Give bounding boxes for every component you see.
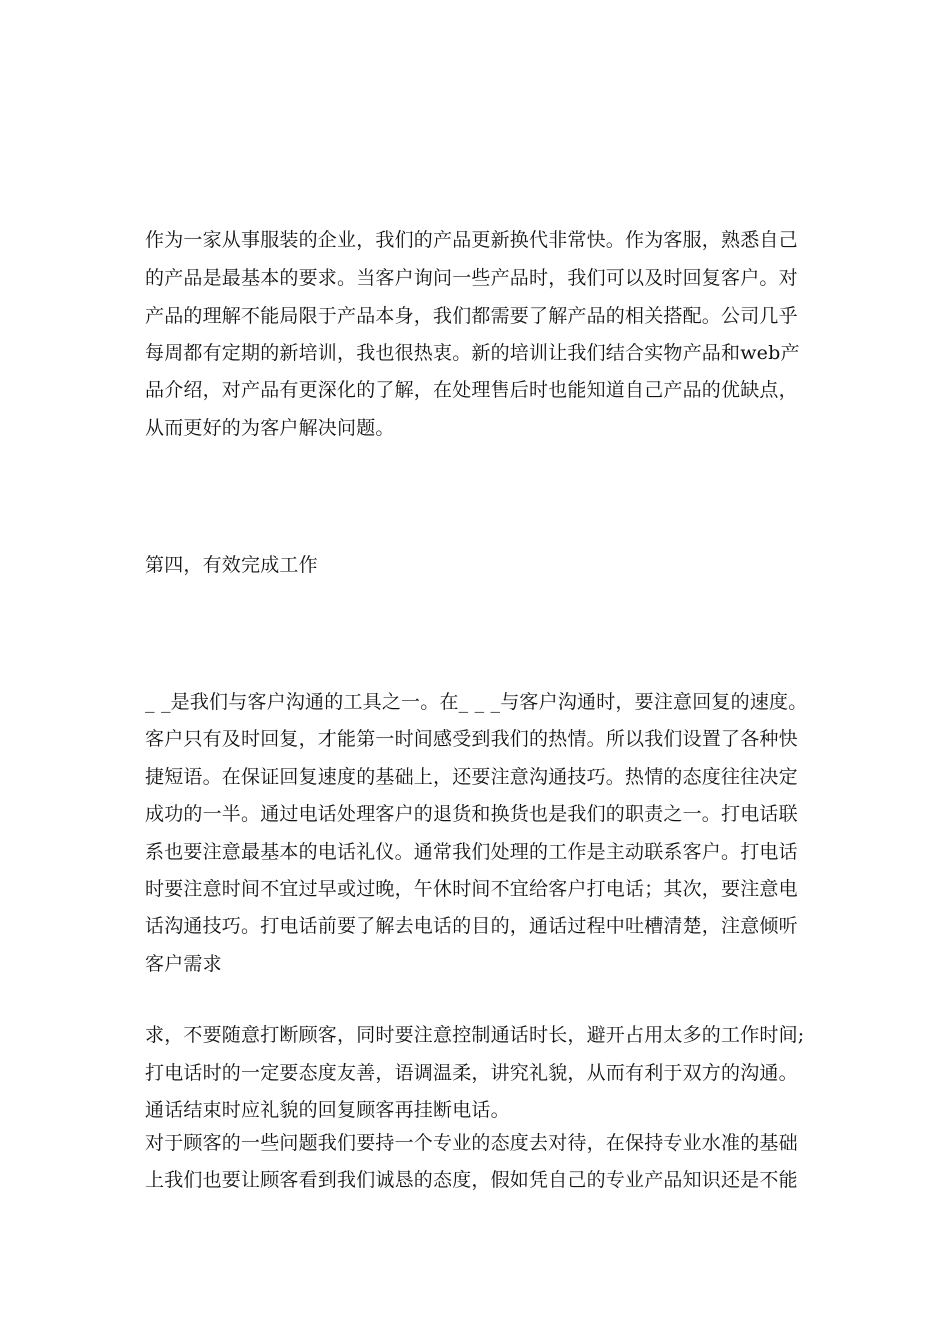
paragraph-2-line-5: 系也要注意最基本的电话礼仪。通常我们处理的工作是主动联系客户。打电话 xyxy=(145,841,798,863)
paragraph-2-line-6: 时要注意时间不宜过早或过晚，午休时间不宜给客户打电话；其次，要注意电 xyxy=(145,878,798,900)
paragraph-2-line-3: 捷短语。在保证回复速度的基础上，还要注意沟通技巧。热情的态度往往决定 xyxy=(145,766,798,788)
paragraph-2-line-4: 成功的一半。通过电话处理客户的退货和换货也是我们的职责之一。打电话联 xyxy=(145,803,798,825)
paragraph-3-line-3: 通话结束时应礼貌的回复顾客再挂断电话。 xyxy=(145,1099,510,1121)
paragraph-2-line-8: 客户需求 xyxy=(145,953,222,975)
paragraph-1-line-5: 品介绍，对产品有更深化的了解，在处理售后时也能知道自己产品的优缺点， xyxy=(145,379,798,401)
paragraph-1-line-1: 作为一家从事服装的企业，我们的产品更新换代非常快。作为客服，熟悉自己 xyxy=(145,229,798,251)
paragraph-2-line-2: 客户只有及时回复，才能第一时间感受到我们的热情。所以我们设置了各种快 xyxy=(145,728,798,750)
paragraph-3-line-1: 求，不要随意打断顾客，同时要注意控制通话时长，避开占用太多的工作时间; xyxy=(145,1024,805,1046)
paragraph-1-line-6: 从而更好的为客户解决问题。 xyxy=(145,417,395,439)
section-heading: 第四，有效完成工作 xyxy=(145,554,318,576)
paragraph-1-line-4: 每周都有定期的新培训，我也很热衷。新的培训让我们结合实物产品和web产 xyxy=(145,342,800,364)
paragraph-2-line-1: _ _是我们与客户沟通的工具之一。在_ _ _与客户沟通时，要注意回复的速度。 xyxy=(145,691,808,713)
paragraph-3-line-5: 上我们也要让顾客看到我们诚恳的态度，假如凭自己的专业产品知识还是不能 xyxy=(145,1169,798,1191)
paragraph-3-line-2: 打电话时的一定要态度友善，语调温柔，讲究礼貌，从而有利于双方的沟通。 xyxy=(145,1062,798,1084)
paragraph-1-line-3: 产品的理解不能局限于产品本身，我们都需要了解产品的相关搭配。公司几乎 xyxy=(145,305,798,327)
paragraph-3-line-4: 对于顾客的一些问题我们要持一个专业的态度去对待，在保持专业水准的基础 xyxy=(145,1132,798,1154)
paragraph-2-line-7: 话沟通技巧。打电话前要了解去电话的目的，通话过程中吐槽清楚，注意倾听 xyxy=(145,915,798,937)
paragraph-1-line-2: 的产品是最基本的要求。当客户询问一些产品时，我们可以及时回复客户。对 xyxy=(145,267,798,289)
